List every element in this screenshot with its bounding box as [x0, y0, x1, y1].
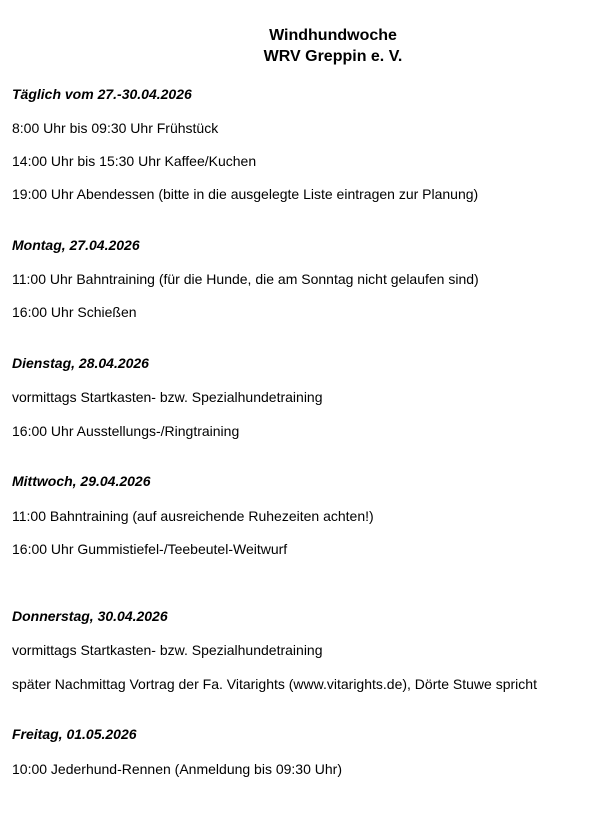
schedule-item: vormittags Startkasten- bzw. Spezialhundetraining: [12, 389, 323, 405]
schedule-item: 19:00 Uhr Abendessen (bitte in die ausgelegte Liste eintragen zur Planung): [12, 186, 479, 202]
schedule-item: 8:00 Uhr bis 09:30 Uhr Frühstück: [12, 120, 219, 136]
schedule-item: 11:00 Bahntraining (auf ausreichende Ruhezeiten achten!): [12, 508, 374, 524]
section-heading-wednesday: Mittwoch, 29.04.2026: [12, 473, 151, 489]
section-heading-thursday: Donnerstag, 30.04.2026: [12, 608, 168, 624]
section-heading-friday: Freitag, 01.05.2026: [12, 726, 137, 742]
section-heading-monday: Montag, 27.04.2026: [12, 237, 140, 253]
document-subtitle: WRV Greppin e. V.: [263, 48, 403, 65]
schedule-item: 11:00 Uhr Bahntraining (für die Hunde, die am Sonntag nicht gelaufen sind): [12, 271, 479, 287]
document-title: Windhundwoche: [269, 27, 397, 44]
schedule-item: vormittags Startkasten- bzw. Spezialhundetraining: [12, 642, 323, 658]
section-heading-daily: Täglich vom 27.-30.04.2026: [12, 86, 192, 102]
schedule-item: 10:00 Jederhund-Rennen (Anmeldung bis 09:30 Uhr): [12, 761, 342, 777]
schedule-item: 16:00 Uhr Schießen: [12, 304, 137, 320]
schedule-item: 16:00 Uhr Ausstellungs-/Ringtraining: [12, 423, 240, 439]
schedule-item: 14:00 Uhr bis 15:30 Uhr Kaffee/Kuchen: [12, 153, 257, 169]
schedule-item: 16:00 Uhr Gummistiefel-/Teebeutel-Weitwurf: [12, 541, 288, 557]
schedule-item: später Nachmittag Vortrag der Fa. Vitarights (www.vitarights.de), Dörte Stuwe spricht: [12, 676, 537, 692]
section-heading-tuesday: Dienstag, 28.04.2026: [12, 355, 149, 371]
